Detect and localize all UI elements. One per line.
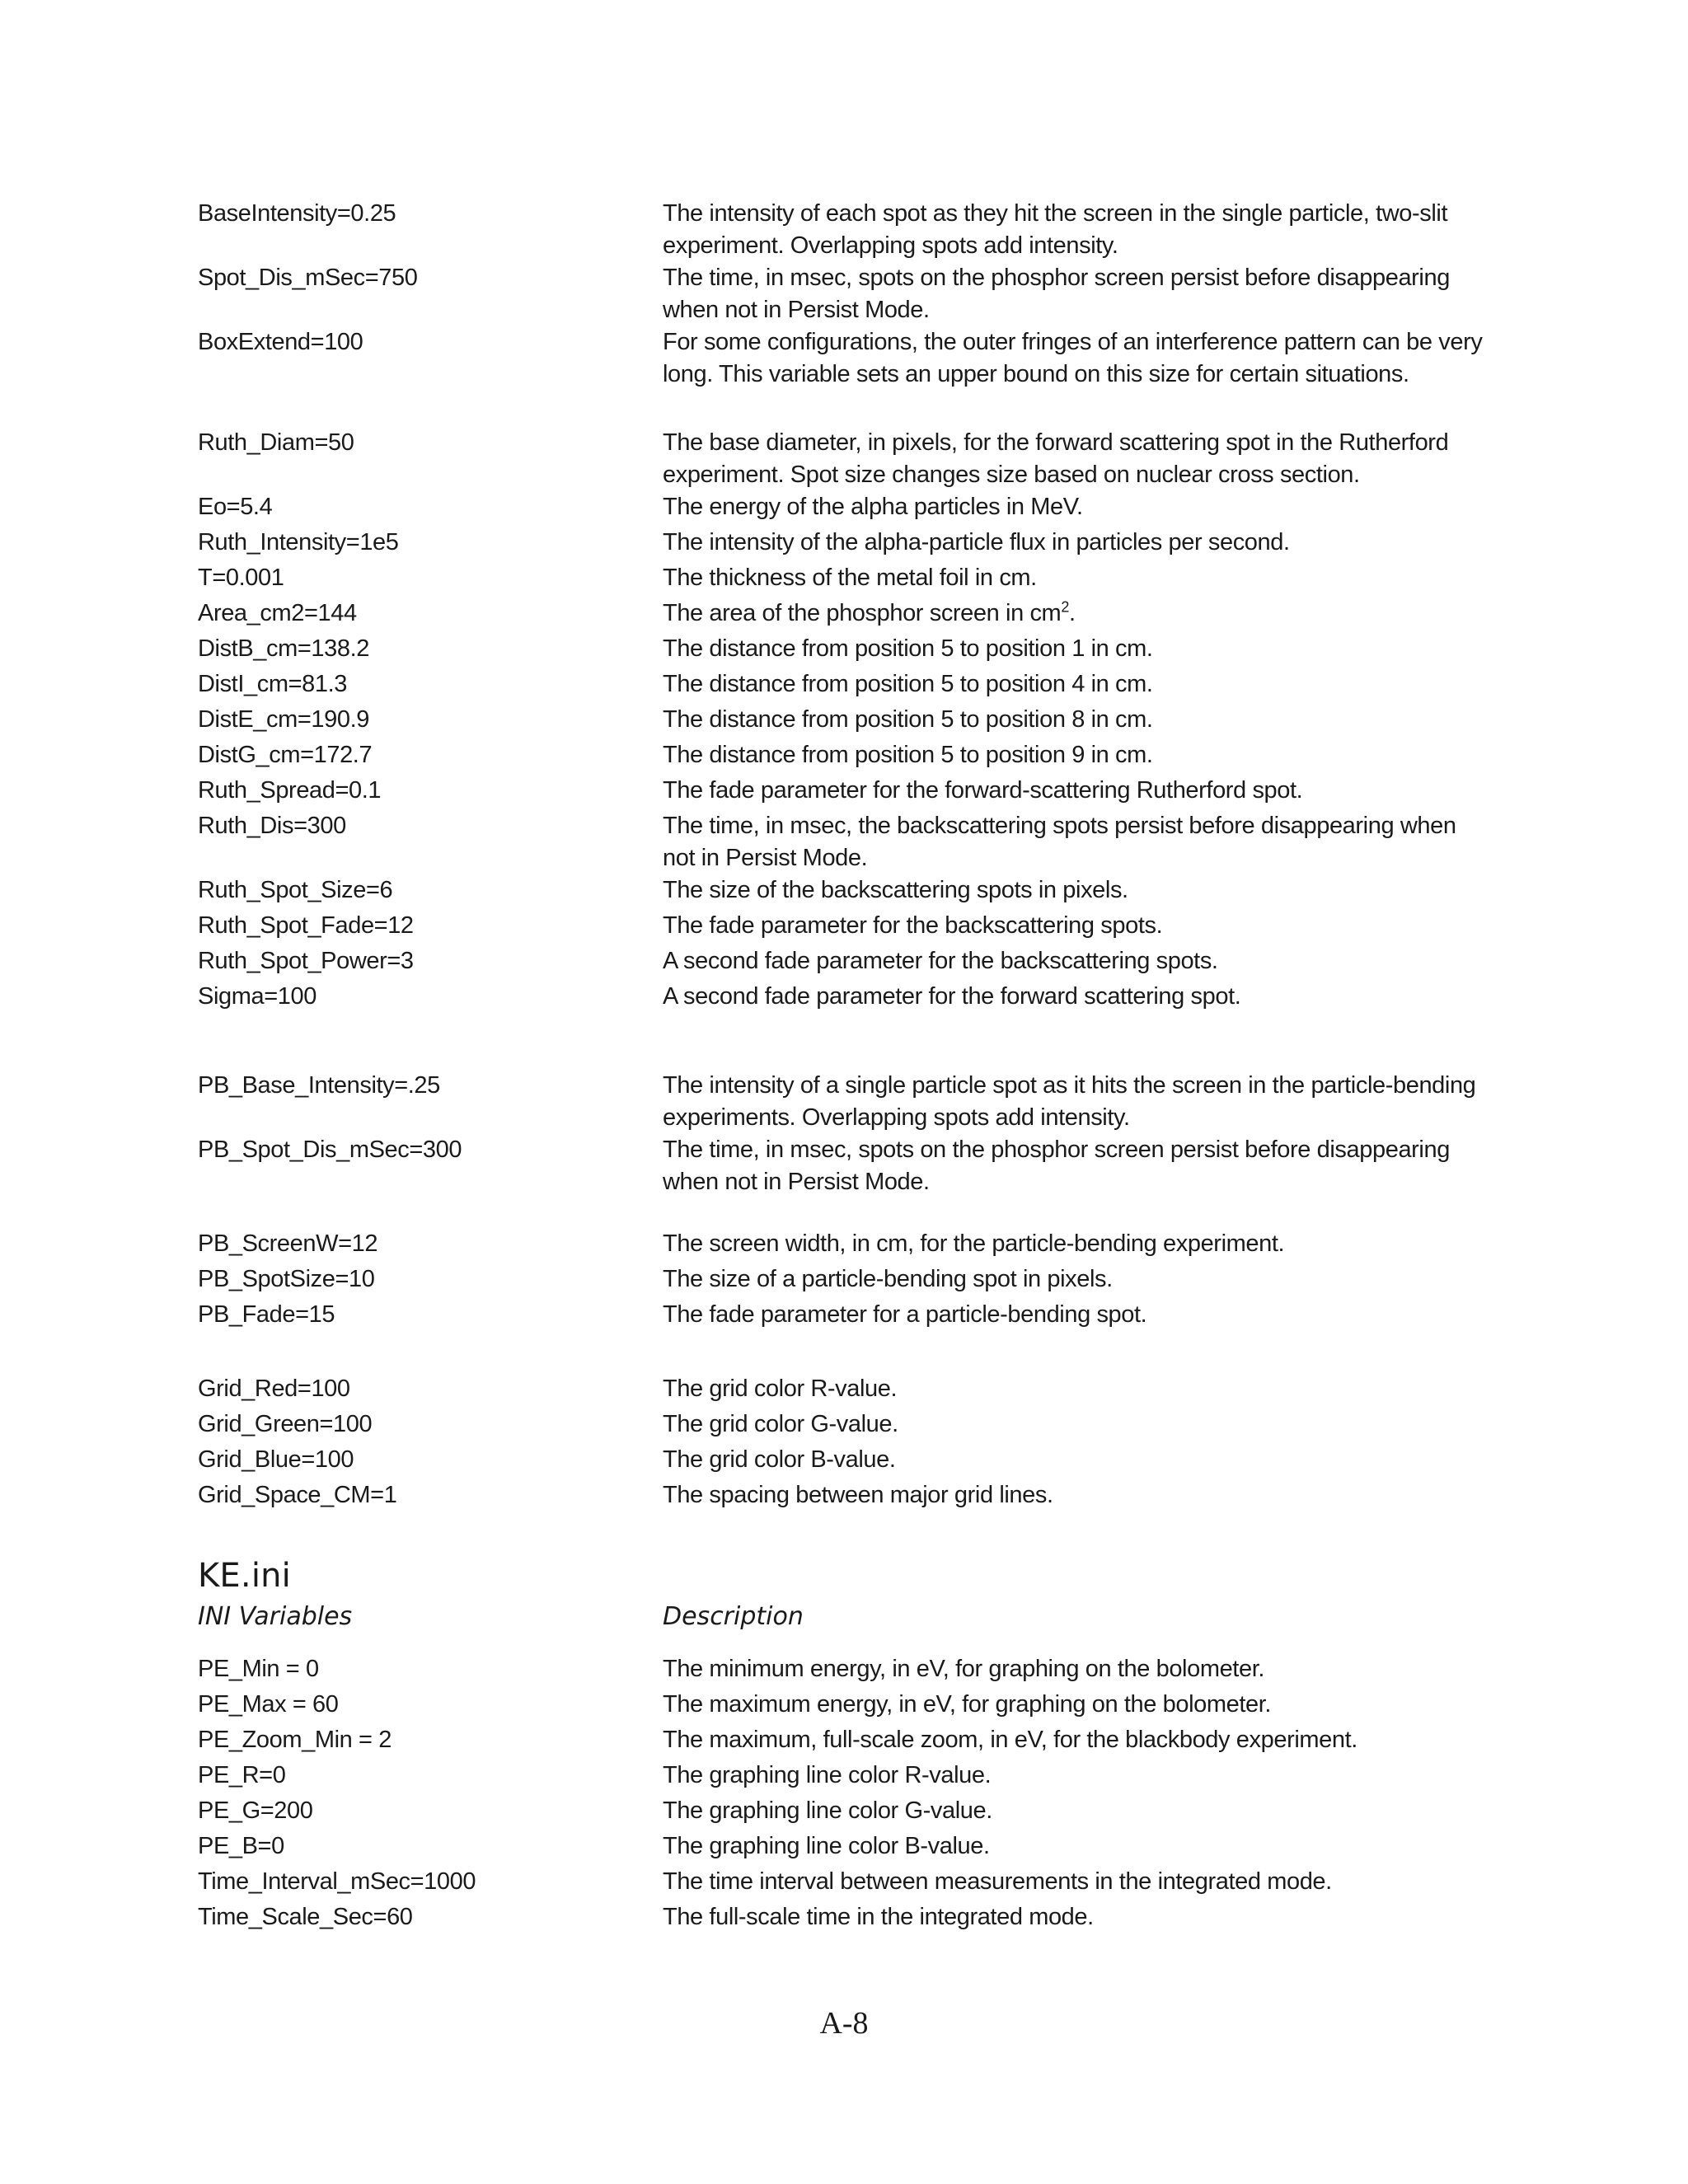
ini-description: The size of the backscattering spots in pixels. [663,877,1128,903]
ini-description: The time, in msec, the backscattering spots persist before disappearing when not in Persist Mode. [663,813,1456,871]
ini-row [198,668,1500,701]
ini-variable: Ruth_Diam=50 [198,429,354,456]
ini-variable: DistB_cm=138.2 [198,635,369,662]
ini-description: A second fade parameter for the forward scattering spot. [663,983,1241,1010]
ini-description: The time interval between measurements in the integrated mode. [663,1868,1332,1895]
ini-row [198,1866,1500,1898]
ini-variable: DistI_cm=81.3 [198,671,347,697]
ini-variable: PE_G=200 [198,1797,313,1824]
column-header-variables: INI Variables [198,1602,353,1631]
ini-description: The spacing between major grid lines. [663,1482,1053,1508]
ini-description: The minimum energy, in eV, for graphing on the bolometer. [663,1656,1265,1682]
ini-description: The maximum, full-scale zoom, in eV, for the blackbody experiment. [663,1727,1357,1753]
ini-description: For some configurations, the outer fringes of an interference pattern can be very long. This variable sets an upper bound on this size for certain situations. [663,329,1483,387]
ini-description: The distance from position 5 to position 1 in cm. [663,635,1153,662]
ini-row [198,874,1500,907]
ini-row [198,198,1500,262]
ini-row [198,598,1500,630]
ini-description: The intensity of each spot as they hit the screen in the single particle, two-slit experiment. Overlapping spots add intensity. [663,200,1448,259]
ini-description: The area of the phosphor screen in $cm^2$. [663,598,1076,626]
ini-description: The intensity of a single particle spot as it hits the screen in the particle-bending experiments. Overlapping spots add intensity. [663,1072,1476,1131]
ini-description: The graphing line color B-value. [663,1833,990,1859]
ini-row [198,527,1500,559]
ini-variable: BoxExtend=100 [198,329,363,355]
ini-variable: PE_Max = 60 [198,1691,339,1718]
ini-row [198,1263,1500,1296]
section-heading: KE.ini [198,1557,291,1595]
ini-row [198,1901,1500,1933]
ini-row [198,775,1500,807]
ini-row [198,810,1500,874]
ini-description: The time, in msec, spots on the phosphor screen persist before disappearing when not in Persist Mode. [663,1137,1450,1195]
ini-description: The distance from position 5 to position 9 in cm. [663,742,1153,768]
ini-description: The fade parameter for the forward-scattering Rutherford spot. [663,777,1303,804]
ini-row [198,945,1500,977]
ini-description: The full-scale time in the integrated mode. [663,1904,1094,1930]
ini-group-ke [198,1653,1500,1933]
ini-variable: Time_Scale_Sec=60 [198,1904,413,1930]
ini-row [198,427,1500,491]
ini-row [198,1795,1500,1827]
ini-row [198,326,1500,391]
ini-row [198,633,1500,665]
ini-group-rutherford [198,427,1500,1013]
ini-variable: PE_R=0 [198,1762,286,1788]
ini-group-particle-bending [198,1070,1500,1198]
ini-variable: BaseIntensity=0.25 [198,200,396,227]
column-header-description: Description [663,1602,804,1631]
ini-row [198,1760,1500,1792]
ini-variable: Ruth_Spot_Size=6 [198,877,393,903]
ini-row [198,1373,1500,1405]
ini-description: The graphing line color R-value. [663,1762,992,1788]
ini-variable: Eo=5.4 [198,494,273,520]
ini-row [198,1653,1500,1685]
ini-variable: DistG_cm=172.7 [198,742,373,768]
ini-description: The grid color R-value. [663,1376,898,1402]
ini-variable: PB_ScreenW=12 [198,1230,378,1257]
page-number: A-8 [819,2006,869,2041]
ini-variable: Area_cm2=144 [198,600,357,626]
ini-description: The graphing line color G-value. [663,1797,992,1824]
ini-description: The fade parameter for the backscattering spots. [663,912,1163,939]
ini-variable: Grid_Space_CM=1 [198,1482,397,1508]
ini-variable: PB_Fade=15 [198,1301,335,1328]
superscript: 2 [1061,598,1069,616]
ini-row [198,1070,1500,1134]
ini-description: The grid color B-value. [663,1446,896,1473]
ini-description: The grid color G-value. [663,1411,898,1437]
ini-variable: T=0.001 [198,565,284,591]
ini-row [198,491,1500,523]
ini-row [198,739,1500,771]
ini-row [198,910,1500,942]
ini-variable: Grid_Red=100 [198,1376,350,1402]
ini-row [198,262,1500,326]
ini-variable: Grid_Green=100 [198,1411,373,1437]
ini-row [198,704,1500,736]
ini-description: The base diameter, in pixels, for the forward scattering spot in the Rutherford experiment. Spot size changes size based on nuclear cross section. [663,429,1449,488]
ini-variable: Spot_Dis_mSec=750 [198,265,418,291]
ini-variable: PB_Spot_Dis_mSec=300 [198,1137,462,1163]
ini-description: The size of a particle-bending spot in pixels. [663,1266,1113,1292]
ini-description: The energy of the alpha particles in MeV. [663,494,1083,520]
ini-description: The maximum energy, in eV, for graphing on the bolometer. [663,1691,1272,1718]
ini-group-two-slit [198,198,1500,391]
ini-variable: Ruth_Spread=0.1 [198,777,382,804]
ini-description: The time, in msec, spots on the phosphor screen persist before disappearing when not in Persist Mode. [663,265,1450,323]
ini-variable: PB_Base_Intensity=.25 [198,1072,440,1099]
ini-variable: PE_Zoom_Min = 2 [198,1727,392,1753]
ini-row [198,1134,1500,1198]
ini-description: The distance from position 5 to position 4 in cm. [663,671,1153,697]
ini-variable: PB_SpotSize=10 [198,1266,375,1292]
ini-variable: Ruth_Spot_Power=3 [198,948,414,974]
ini-description: A second fade parameter for the backscattering spots. [663,948,1218,974]
ini-row [198,1444,1500,1476]
column-headers [198,1601,1500,1633]
ini-row [198,1724,1500,1756]
ini-group-particle-bending-screen [198,1228,1500,1331]
ini-row [198,1228,1500,1260]
ini-row [198,1689,1500,1721]
ini-row [198,1479,1500,1511]
ini-row [198,1299,1500,1331]
ini-variable: PE_B=0 [198,1833,284,1859]
ini-description: The distance from position 5 to position 8 in cm. [663,706,1153,733]
ini-variable: Ruth_Spot_Fade=12 [198,912,414,939]
ini-row [198,562,1500,594]
ini-description: The fade parameter for a particle-bending spot. [663,1301,1147,1328]
ini-row [198,981,1500,1013]
ini-row [198,1408,1500,1441]
ini-variable: Grid_Blue=100 [198,1446,354,1473]
ini-variable: Ruth_Dis=300 [198,813,346,839]
ini-row [198,1830,1500,1863]
ini-variable: PE_Min = 0 [198,1656,319,1682]
ini-variable: Ruth_Intensity=1e5 [198,529,399,555]
ini-description: The intensity of the alpha-particle flux in particles per second. [663,529,1290,555]
ini-description: The thickness of the metal foil in cm. [663,565,1037,591]
ini-variable: DistE_cm=190.9 [198,706,369,733]
ini-variable: Sigma=100 [198,983,316,1010]
ini-group-grid [198,1373,1500,1511]
ini-variable: Time_Interval_mSec=1000 [198,1868,476,1895]
ini-description: The screen width, in cm, for the particle-bending experiment. [663,1230,1285,1257]
